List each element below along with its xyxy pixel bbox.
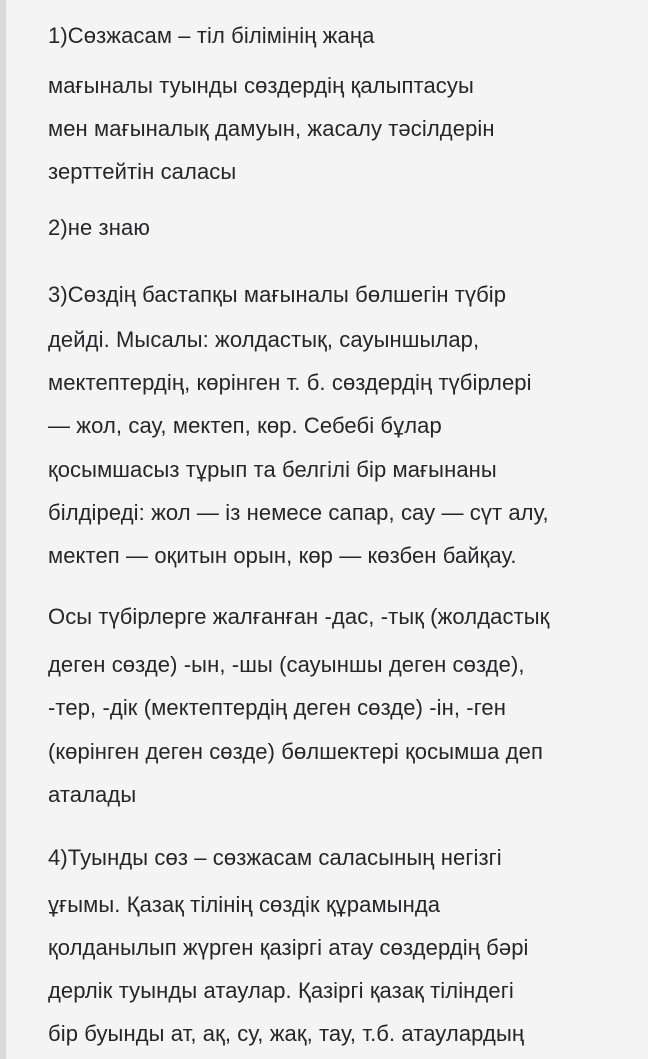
text-line: мен мағыналық дамуын, жасалу тәсілдерін (48, 116, 495, 141)
text-line: -тер, -дік (мектептердің деген сөзде) -ін, -ген (48, 695, 506, 720)
text-line: 4)Туынды сөз – сөзжасам саласының негізгі (48, 845, 502, 870)
text-line: 3)Сөздің бастапқы мағыналы бөлшегін түбір (48, 282, 507, 307)
text-line: 2)не знаю (48, 215, 150, 240)
text-line: мағыналы туынды сөздердің қалыптасуы (48, 73, 474, 98)
text-line: қолданылып жүрген қазіргі атау сөздердің бәрі (48, 935, 529, 960)
left-accent-bar (0, 0, 6, 1059)
text-line: дерлік туынды атаулар. Қазіргі қазақ тіліндегі (48, 978, 514, 1003)
answer-text (48, 0, 648, 1059)
text-line: деген сөзде) -ын, -шы (сауыншы деген сөзде), (48, 652, 525, 677)
text-line: — жол, сау, мектеп, көр. Себебі бұлар (48, 413, 442, 438)
text-line: Осы түбірлерге жалғанған -дас, -тық (жолдастық (48, 604, 550, 629)
text-line: бір буынды ат, ақ, су, жақ, тау, т.б. атаулардың (48, 1021, 525, 1046)
text-line: 1)Сөзжасам – тіл білімінің жаңа (48, 23, 375, 48)
text-line: қосымшасыз тұрып та белгілі бір мағынаны (48, 457, 497, 482)
text-line: аталады (48, 782, 137, 807)
text-line: (көрінген деген сөзде) бөлшектері қосымша деп (48, 739, 543, 764)
text-line: дейді. Мысалы: жолдастық, сауыншылар, (48, 327, 480, 352)
text-line: білдіреді: жол — із немесе сапар, сау — сүт алу, (48, 500, 549, 525)
text-line: мектептердің, көрінген т. б. сөздердің түбірлері (48, 370, 532, 395)
text-line: ұғымы. Қазақ тілінің сөздік құрамында (48, 892, 441, 917)
text-line: зерттейтін саласы (48, 159, 237, 184)
text-line: мектеп — оқитын орын, көр — көзбен байқау. (48, 543, 517, 568)
